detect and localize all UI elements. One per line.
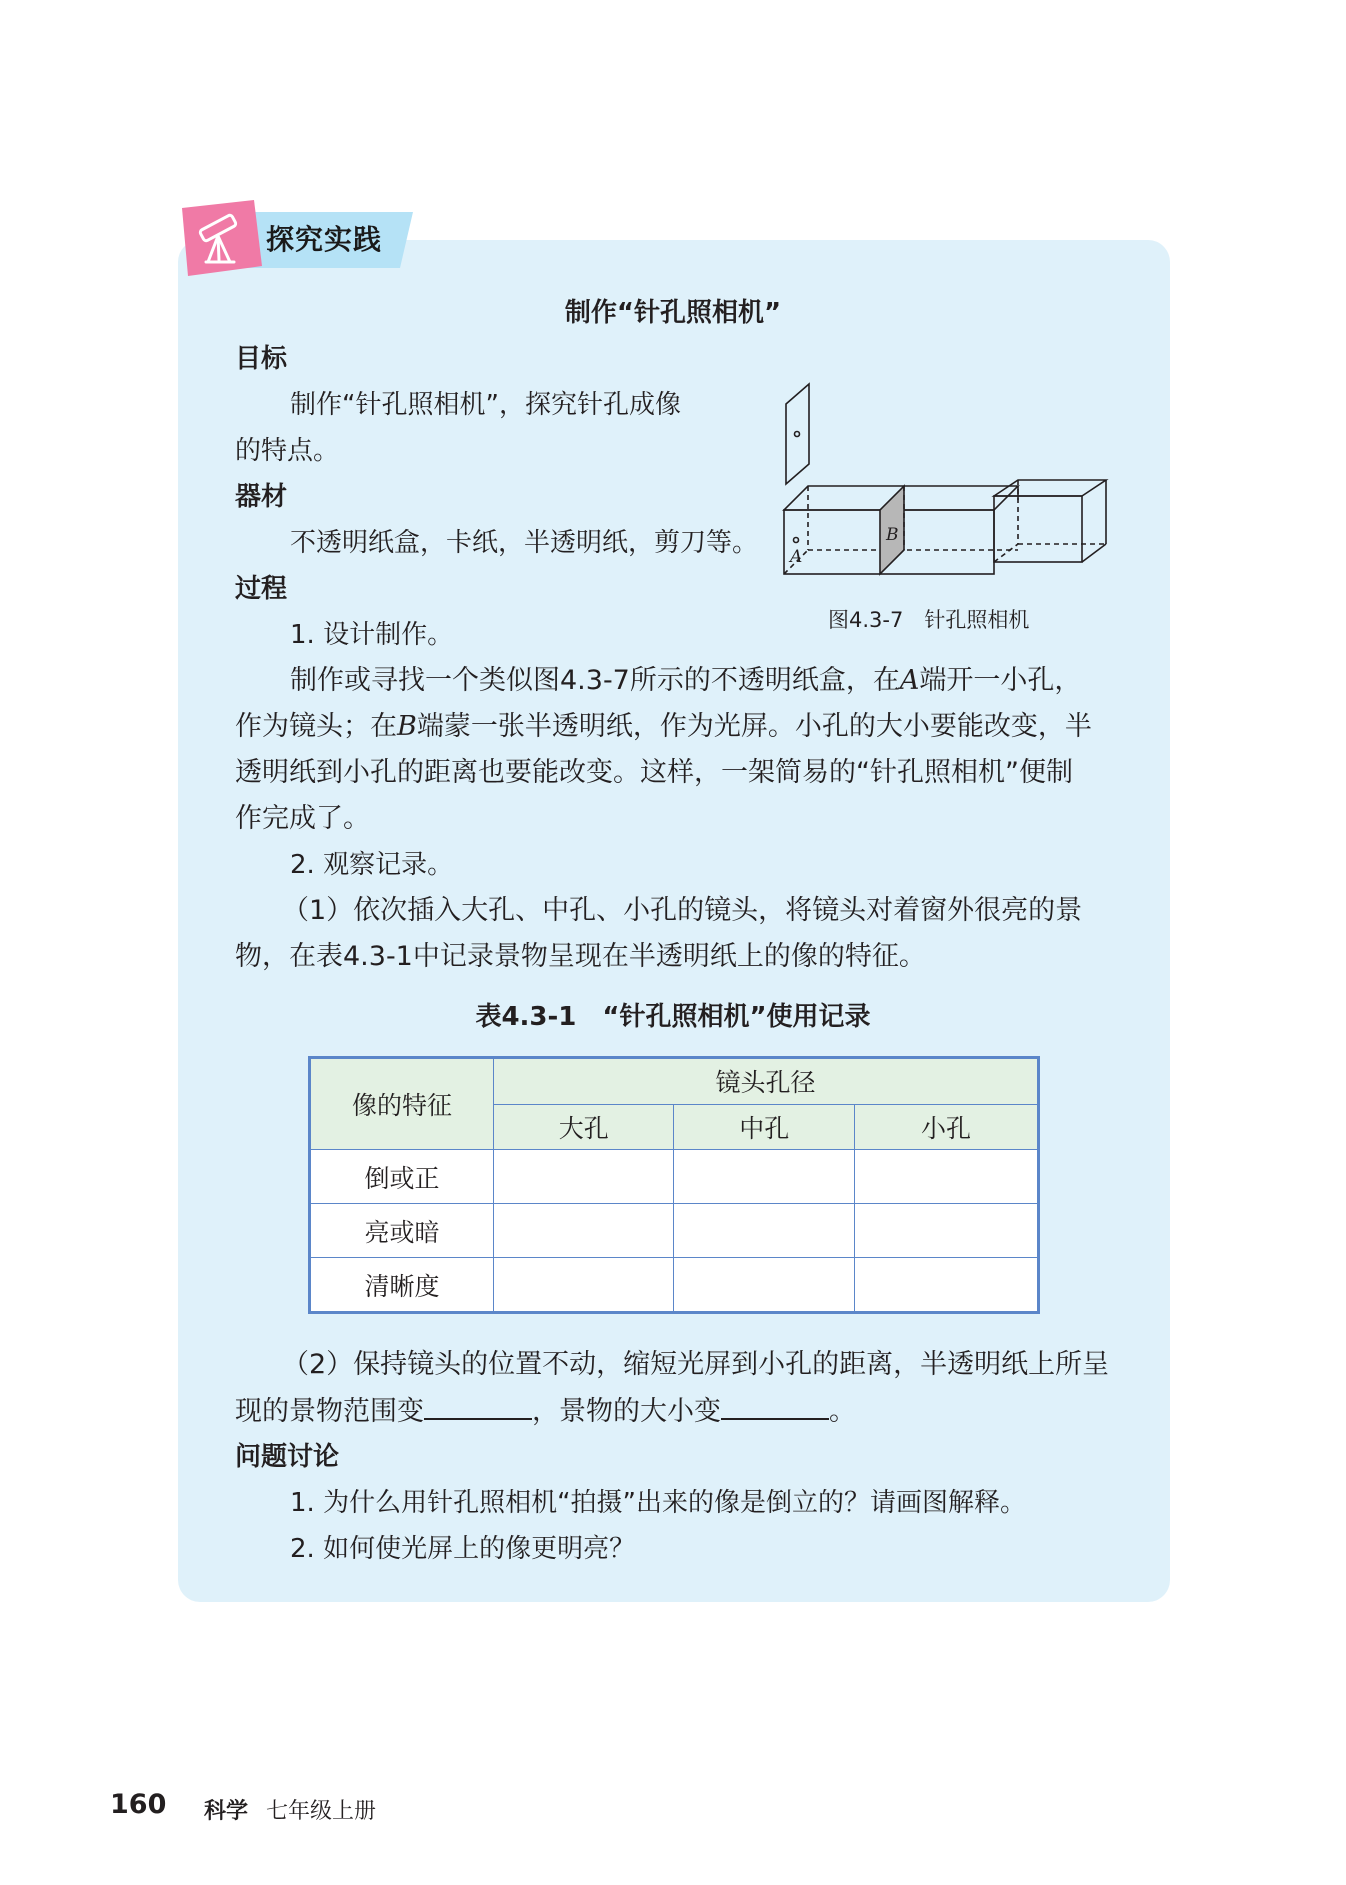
figure-label-a: A	[790, 547, 803, 567]
column-header: 小孔	[854, 1104, 1038, 1150]
table-cell	[494, 1258, 674, 1313]
table-cell	[494, 1150, 674, 1204]
table-cell	[674, 1258, 854, 1313]
row-label: 倒或正	[310, 1150, 494, 1204]
lens-card	[786, 384, 809, 484]
table-row	[310, 1150, 1039, 1204]
row-label: 清晰度	[310, 1258, 494, 1313]
discussion-q2: 2. 如何使光屏上的像更明亮？	[290, 1534, 636, 1564]
goal-text-line2: 的特点。	[235, 436, 340, 466]
step1-line3: 透明纸到小孔的距离也要能改变。这样，一架简易的“针孔照相机”便制	[235, 757, 1073, 788]
section-badge-label: 探究实践	[266, 223, 383, 256]
step2-2-line1: （2）保持镜头的位置不动，缩短光屏到小孔的距离，半透明纸上所呈	[282, 1349, 1110, 1380]
column-header: 中孔	[674, 1104, 854, 1150]
figure-label-b: B	[886, 525, 899, 545]
table-cell	[854, 1150, 1038, 1204]
goal-heading: 目标	[235, 344, 288, 374]
table-cell	[494, 1204, 674, 1258]
record-table	[308, 1056, 1040, 1314]
inner-box-front	[994, 496, 1082, 562]
step2-title: 2. 观察记录。	[290, 850, 454, 880]
label-a-inline: A	[899, 665, 920, 696]
pinhole-a	[794, 538, 799, 543]
pinhole-camera-figure	[776, 380, 1122, 600]
table-cell	[854, 1204, 1038, 1258]
step1-title: 1. 设计制作。	[290, 620, 454, 650]
materials-heading: 器材	[235, 482, 288, 512]
table-row	[310, 1258, 1039, 1313]
table-cell	[674, 1150, 854, 1204]
goal-text-line1: 制作“针孔照相机”，探究针孔成像	[290, 390, 681, 420]
step2-1-line1: （1）依次插入大孔、中孔、小孔的镜头，将镜头对着窗外很亮的景	[282, 895, 1083, 926]
step1-line2: 作为镜头；在B端蒙一张半透明纸，作为光屏。小孔的大小要能改变，半	[235, 711, 1092, 742]
pinhole	[795, 432, 800, 437]
activity-title: 制作“针孔照相机”	[564, 298, 782, 328]
figure-caption: 图4.3-7 针孔照相机	[828, 608, 1030, 632]
discussion-q1: 1. 为什么用针孔照相机“拍摄”出来的像是倒立的？请画图解释。	[290, 1488, 1027, 1518]
process-heading: 过程	[235, 574, 288, 604]
row-header-cell: 像的特征	[310, 1058, 494, 1150]
table-row	[310, 1204, 1039, 1258]
step1-line4: 作完成了。	[235, 803, 370, 834]
fill-blank-range[interactable]	[424, 1388, 532, 1420]
table-caption: 表4.3-1 “针孔照相机”使用记录	[475, 1002, 871, 1032]
footer-subject: 科学	[204, 1799, 249, 1824]
step1-line1: 制作或寻找一个类似图4.3-7所示的不透明纸盒，在A端开一小孔，	[290, 665, 1082, 696]
step2-2-line2: 现的景物范围变 ，景物的大小变 。	[235, 1388, 856, 1435]
materials-text: 不透明纸盒，卡纸，半透明纸，剪刀等。	[290, 528, 759, 558]
discussion-heading: 问题讨论	[235, 1442, 340, 1472]
table-cell	[674, 1204, 854, 1258]
fill-blank-size[interactable]	[721, 1388, 829, 1420]
row-label: 亮或暗	[310, 1204, 494, 1258]
group-header-cell: 镜头孔径	[494, 1058, 1039, 1105]
label-b-inline: B	[397, 711, 417, 742]
column-header: 大孔	[494, 1104, 674, 1150]
footer-grade: 七年级上册	[266, 1799, 377, 1824]
step2-1-line2: 物，在表4.3-1中记录景物呈现在半透明纸上的像的特征。	[235, 941, 926, 972]
page-number: 160	[110, 1789, 167, 1820]
table-cell	[854, 1258, 1038, 1313]
